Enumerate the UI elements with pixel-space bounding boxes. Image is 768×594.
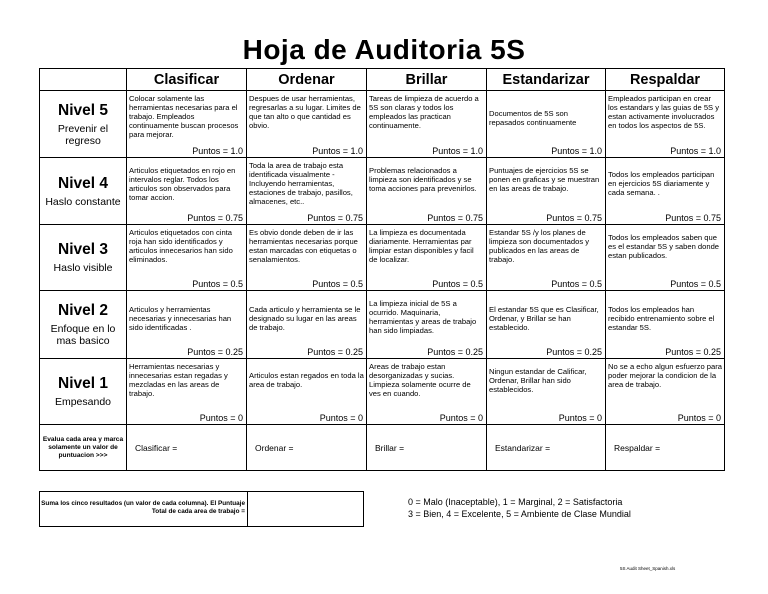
- row-nivel-1: [40, 359, 725, 425]
- col-header-brillar: Brillar: [367, 69, 487, 91]
- legend-line: 0 = Malo (Inaceptable), 1 = Marginal, 2 = Satisfactoria: [408, 497, 623, 507]
- criteria-text: Todos los empleados saben que es el estandar 5S y saben donde estan publicados.: [608, 233, 720, 260]
- page-title: Hoja de Auditoria 5S: [242, 34, 526, 65]
- criteria-cell[interactable]: [367, 291, 487, 359]
- criteria-cell[interactable]: [247, 359, 367, 425]
- sum-instructions: Suma los cinco resultados (un valor de cada columna). El Puntuaje Total de cada area de trabajo =: [40, 492, 248, 526]
- points-label: Puntos = 0.5: [192, 279, 243, 289]
- criteria-cell[interactable]: [127, 359, 247, 425]
- col-header-ordenar: Ordenar: [247, 69, 367, 91]
- score-field-respaldar[interactable]: Respaldar =: [606, 425, 725, 471]
- col-header-clasificar: Clasificar: [127, 69, 247, 91]
- points-label: Puntos = 0: [439, 413, 483, 423]
- level-name: Nivel 3: [58, 241, 108, 258]
- criteria-cell[interactable]: [127, 291, 247, 359]
- audit-table: [39, 68, 725, 471]
- criteria-text: Empleados participan en crear los estandars y las guias de 5S y estan activamente involucrados en todos los aspectos de 5S.: [608, 94, 720, 130]
- level-subtitle: Enfoque en lo mas basico: [50, 323, 116, 347]
- row-nivel-5: [40, 91, 725, 158]
- points-label: Puntos = 0.25: [187, 347, 243, 357]
- criteria-cell[interactable]: [247, 291, 367, 359]
- level-cell: [40, 225, 127, 291]
- criteria-cell[interactable]: [247, 91, 367, 158]
- criteria-text: Articulos etiquetados con cinta roja han sido identificados y articulos innecesarios han sido eliminados.: [129, 228, 233, 264]
- points-label: Puntos = 0.75: [427, 213, 483, 223]
- level-subtitle: Haslo constante: [45, 195, 121, 208]
- criteria-text: Puntuajes de ejercicios 5S se ponen en graficas y se muestran en las areas de trabajo.: [489, 166, 600, 193]
- evaluate-instructions: Evalua cada area y marca solamente un valor de puntuacion >>>: [40, 425, 127, 471]
- criteria-text: Articulos y herramientas necesarias y innecesarias han sido identificadas .: [129, 305, 232, 332]
- level-cell: [40, 158, 127, 225]
- criteria-cell[interactable]: [247, 158, 367, 225]
- criteria-cell[interactable]: [487, 291, 606, 359]
- criteria-text: Todos los empleados participan en ejercicios 5S diariamente y cada semana. .: [608, 170, 715, 197]
- criteria-text: Toda la area de trabajo esta identificada visualmente - Incluyendo herramientas, estaciones de trabajo, pasillos, almacenes, etc..: [249, 161, 353, 206]
- row-nivel-2: [40, 291, 725, 359]
- criteria-text: Cada articulo y herramienta se le designado su lugar en las areas de trabajo.: [249, 305, 361, 332]
- score-row: [40, 425, 725, 471]
- score-legend: [408, 496, 631, 520]
- criteria-cell[interactable]: [606, 225, 725, 291]
- score-field-brillar[interactable]: Brillar =: [367, 425, 487, 471]
- points-label: Puntos = 0.75: [187, 213, 243, 223]
- criteria-text: Despues de usar herramientas, regresarlas a su lugar. Limites de que tan alto o que cantidad es obvio.: [249, 94, 361, 130]
- level-cell: [40, 91, 127, 158]
- points-label: Puntos = 0.75: [665, 213, 721, 223]
- points-label: Puntos = 0.25: [427, 347, 483, 357]
- criteria-text: La limpieza inicial de 5S a ocurrido. Maquinaria, herramientas y areas de trabajo han sido limpiadas.: [369, 299, 477, 335]
- level-cell: [40, 291, 127, 359]
- level-name: Nivel 2: [58, 302, 108, 319]
- criteria-cell[interactable]: [487, 91, 606, 158]
- points-label: Puntos = 1.0: [670, 146, 721, 156]
- points-label: Puntos = 0: [319, 413, 363, 423]
- points-label: Puntos = 1.0: [432, 146, 483, 156]
- score-field-clasificar[interactable]: Clasificar =: [127, 425, 247, 471]
- criteria-text: Areas de trabajo estan desorganizadas y sucias. Limpieza solamente ocurre de ves en cuando.: [369, 362, 471, 398]
- points-label: Puntos = 1.0: [551, 146, 602, 156]
- header-row: [40, 69, 725, 91]
- criteria-text: Ningun estandar de Calificar, Ordenar, Brillar han sido establecidos.: [489, 367, 587, 394]
- points-label: Puntos = 0.75: [307, 213, 363, 223]
- points-label: Puntos = 0.25: [546, 347, 602, 357]
- criteria-cell[interactable]: [247, 225, 367, 291]
- criteria-text: Todos los empleados han recibido entrenamiento sobre el estandar 5S.: [608, 305, 715, 332]
- level-cell: [40, 359, 127, 425]
- criteria-cell[interactable]: [487, 359, 606, 425]
- criteria-cell[interactable]: [367, 359, 487, 425]
- points-label: Puntos = 0.25: [665, 347, 721, 357]
- footer-filename: 5S Audit Sheet_Spanish.xls: [620, 566, 676, 571]
- criteria-text: Articulos estan regados en toda la area de trabajo.: [249, 371, 364, 389]
- total-score-box: [39, 491, 364, 527]
- points-label: Puntos = 0.5: [551, 279, 602, 289]
- row-nivel-4: [40, 158, 725, 225]
- criteria-text: No se a echo algun esfuerzo para poder mejorar la condicion de la area de trabajo.: [608, 362, 722, 389]
- criteria-text: La limpieza es documentada diariamente. Herramientas par limpiar estan disponibles y facil de localizar.: [369, 228, 474, 264]
- points-label: Puntos = 0.75: [546, 213, 602, 223]
- criteria-cell[interactable]: [606, 359, 725, 425]
- criteria-cell[interactable]: [367, 158, 487, 225]
- row-nivel-3: [40, 225, 725, 291]
- points-label: Puntos = 0.25: [307, 347, 363, 357]
- points-label: Puntos = 0.5: [432, 279, 483, 289]
- points-label: Puntos = 0.5: [670, 279, 721, 289]
- legend-line: 3 = Bien, 4 = Excelente, 5 = Ambiente de Clase Mundial: [408, 509, 631, 519]
- criteria-cell[interactable]: [367, 225, 487, 291]
- criteria-cell[interactable]: [487, 158, 606, 225]
- criteria-cell[interactable]: [367, 91, 487, 158]
- points-label: Puntos = 1.0: [192, 146, 243, 156]
- level-name: Nivel 1: [58, 375, 108, 392]
- criteria-text: Articulos etiquetados en rojo en intervalos reglar. Todos los articulos son observados para tomar accion.: [129, 166, 236, 202]
- criteria-text: El estandar 5S que es Clasificar, Ordenar, y Brillar se han establecido.: [489, 305, 599, 332]
- points-label: Puntos = 0: [199, 413, 243, 423]
- criteria-cell[interactable]: [606, 158, 725, 225]
- criteria-text: Tareas de limpieza de acuerdo a 5S son claras y todos los empleados las practican continuamente.: [369, 94, 479, 130]
- criteria-cell[interactable]: [606, 91, 725, 158]
- score-field-estandarizar[interactable]: Estandarizar =: [487, 425, 606, 471]
- col-header-respaldar: Respaldar: [606, 69, 725, 91]
- criteria-cell[interactable]: [127, 91, 247, 158]
- criteria-text: Documentos de 5S son repasados continuamente: [489, 109, 577, 127]
- level-name: Nivel 5: [58, 101, 108, 119]
- criteria-text: Es obvio donde deben de ir las herramientas necesarias porque estan marcadas con etiquetas o senalamientos.: [249, 228, 358, 264]
- criteria-text: Estandar 5S /y los planes de limpieza son documentados y publicados en las areas de trabajo.: [489, 228, 590, 264]
- criteria-cell[interactable]: [127, 158, 247, 225]
- score-field-ordenar[interactable]: Ordenar =: [247, 425, 367, 471]
- level-subtitle: Haslo visible: [53, 262, 113, 274]
- level-subtitle: Prevenir el regreso: [57, 122, 109, 147]
- points-label: Puntos = 1.0: [312, 146, 363, 156]
- criteria-cell[interactable]: [487, 225, 606, 291]
- criteria-cell[interactable]: [606, 291, 725, 359]
- level-subtitle: Empesando: [54, 396, 112, 408]
- level-name: Nivel 4: [58, 174, 108, 192]
- points-label: Puntos = 0: [558, 413, 602, 423]
- points-label: Puntos = 0.5: [312, 279, 363, 289]
- total-score-field[interactable]: [249, 492, 363, 526]
- col-header-estandarizar: Estandarizar: [487, 69, 606, 91]
- criteria-text: Herramientas necesarias y innecesarias estan regadas y mezcladas en las areas de trabajo.: [129, 362, 228, 398]
- criteria-text: Problemas relacionados a limpieza son identificados y se toma acciones para prevenirlos.: [369, 166, 477, 193]
- criteria-cell[interactable]: [127, 225, 247, 291]
- corner-cell: [40, 69, 127, 91]
- points-label: Puntos = 0: [677, 413, 721, 423]
- criteria-text: Colocar solamente las herramientas necesarias para el trabajo. Empleados continuamente buscan procesos para mejorar.: [129, 94, 239, 139]
